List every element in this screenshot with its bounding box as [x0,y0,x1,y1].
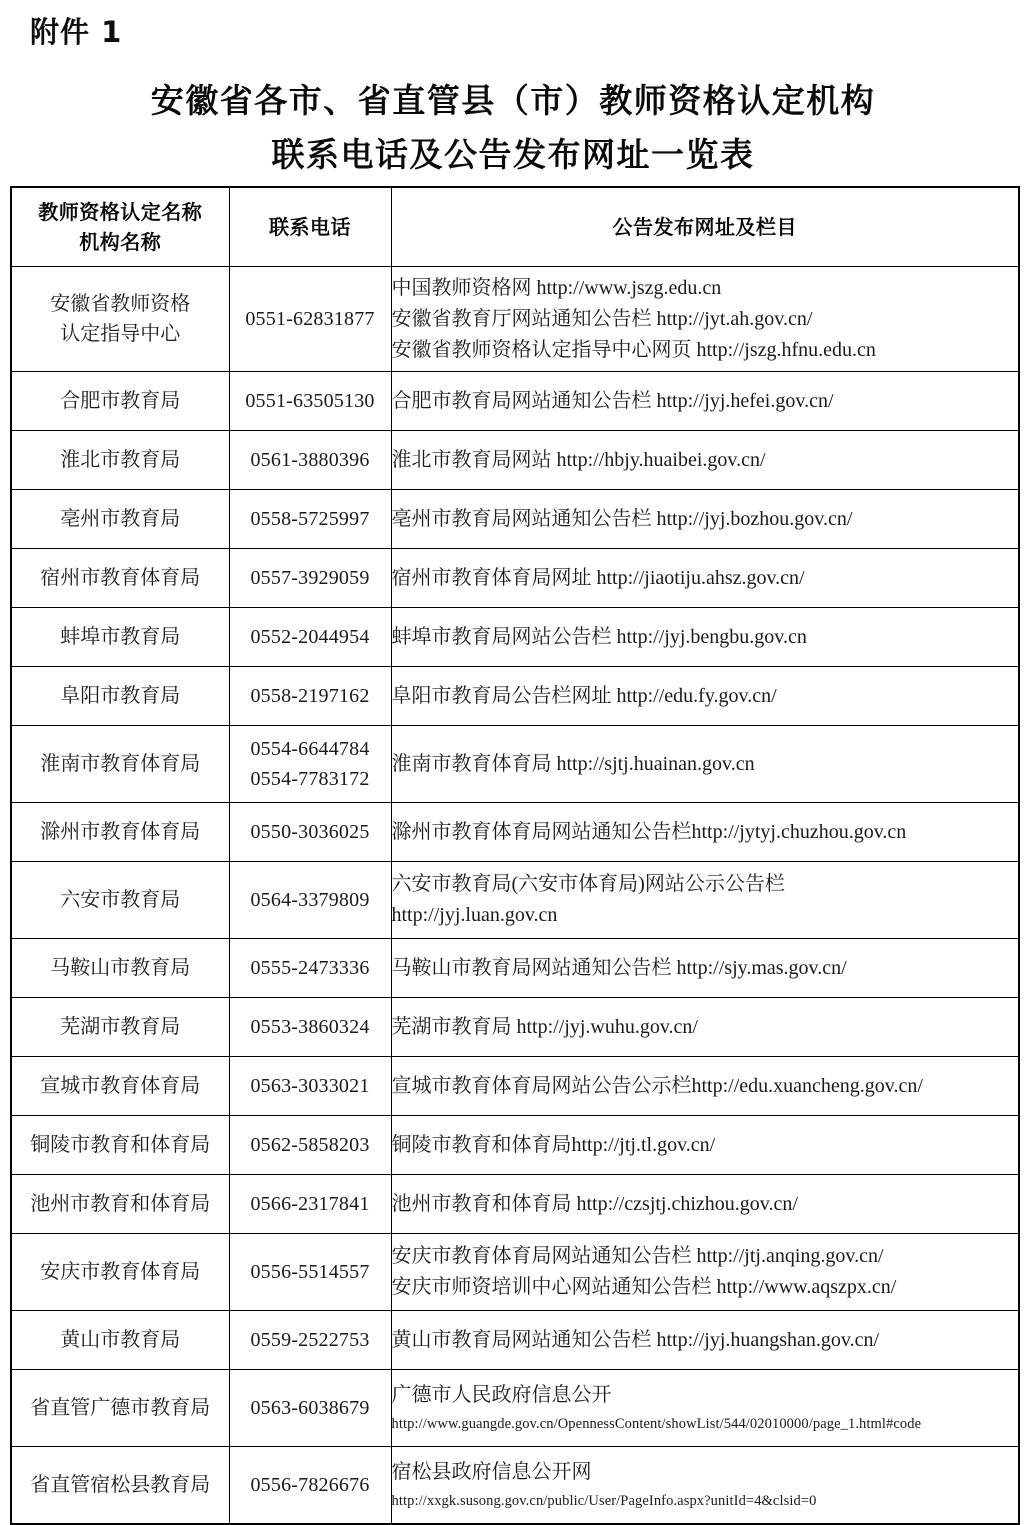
agency-name-line: 淮北市教育局 [60,449,181,471]
cell-agency-name [11,862,229,939]
table-row [11,372,1019,431]
cell-phone [229,803,391,862]
agency-name-line: 铜陵市教育和体育局 [30,1134,211,1156]
agency-name-line: 宣城市教育体育局 [40,1075,201,1097]
table-row [11,490,1019,549]
cell-agency-name [11,1175,229,1234]
phone-number: 0563-6038679 [250,1397,370,1419]
cell-announcement-url [391,998,1019,1057]
cell-phone [229,1311,391,1370]
agency-name-line: 马鞍山市教育局 [50,957,191,979]
announcement-url-line: 铜陵市教育和体育局http://jtj.tl.gov.cn/ [391,1133,716,1156]
phone-number: 0557-3929059 [250,567,370,589]
table-row [11,1311,1019,1370]
cell-agency-name [11,726,229,803]
cell-announcement-url [391,939,1019,998]
announcement-url-line: 安徽省教育厅网站通知公告栏 http://jyt.ah.gov.cn/ [391,307,813,330]
cell-announcement-url [391,1234,1019,1311]
cell-agency-name [11,1057,229,1116]
cell-agency-name [11,1311,229,1370]
phone-number: 0562-5858203 [250,1134,370,1156]
phone-number: 0561-3880396 [250,449,370,471]
agency-name-line: 合肥市教育局 [60,390,181,412]
cell-announcement-url [391,549,1019,608]
table-row [11,431,1019,490]
cell-announcement-url [391,608,1019,667]
announcement-url-long: http://xxgk.susong.gov.cn/public/User/PageInfo.aspx?unitId=4&clsid=0 [391,1492,817,1509]
table-row [11,1175,1019,1234]
column-header-url: 公告发布网址及栏目 [391,187,1019,267]
table-row [11,1057,1019,1116]
cell-phone [229,267,391,372]
table-row [11,998,1019,1057]
announcement-url-line: 安徽省教师资格认定指导中心网页 http://jszg.hfnu.edu.cn [391,338,876,361]
announcement-url-line: 宣城市教育体育局网站公告公示栏http://edu.xuancheng.gov.cn/ [391,1074,923,1097]
cell-agency-name [11,1116,229,1175]
cell-agency-name [11,1447,229,1525]
document-title-line-2: 联系电话及公告发布网址一览表 [271,135,755,174]
agency-name-line: 安庆市教育体育局 [40,1261,201,1283]
announcement-url-line: 滁州市教育体育局网站通知公告栏http://jytyj.chuzhou.gov.cn [391,820,907,843]
table-body [11,267,1019,1525]
document-title-line-1: 安徽省各市、省直管县（市）教师资格认定机构 [150,81,876,120]
table-row [11,1234,1019,1311]
table-row [11,608,1019,667]
cell-announcement-url [391,431,1019,490]
title-block [0,74,1026,182]
cell-phone [229,1116,391,1175]
table-row [11,1116,1019,1175]
cell-phone [229,1234,391,1311]
announcement-url-line: 池州市教育和体育局 http://czsjtj.chizhou.gov.cn/ [391,1192,798,1215]
phone-number: 0551-63505130 [245,390,375,412]
table-header [11,187,1019,267]
column-header-agency-name [11,187,229,267]
announcement-url-line: 淮南市教育体育局 http://sjtj.huainan.gov.cn [391,752,755,775]
phone-number: 0552-2044954 [250,626,370,648]
announcement-url-long: http://www.guangde.gov.cn/OpennessContent/showList/544/02010000/page_1.html#code [391,1415,922,1432]
announcement-url-line: 马鞍山市教育局网站通知公告栏 http://sjy.mas.gov.cn/ [391,956,847,979]
cell-agency-name [11,1234,229,1311]
cell-phone [229,726,391,803]
cell-agency-name [11,998,229,1057]
cell-announcement-url [391,372,1019,431]
agency-name-line: 阜阳市教育局 [60,685,181,707]
cell-announcement-url [391,803,1019,862]
table-row [11,803,1019,862]
cell-agency-name [11,803,229,862]
cell-agency-name [11,667,229,726]
phone-number: 0566-2317841 [250,1193,370,1215]
announcement-url-line: 芜湖市教育局 http://jyj.wuhu.gov.cn/ [391,1015,698,1038]
cell-announcement-url [391,1447,1019,1525]
cell-phone [229,998,391,1057]
cell-agency-name [11,1370,229,1447]
announcement-url-line: 亳州市教育局网站通知公告栏 http://jyj.bozhou.gov.cn/ [391,507,853,530]
cell-announcement-url [391,862,1019,939]
agency-name-line: 蚌埠市教育局 [60,626,181,648]
announcement-url-line: 宿州市教育体育局网址 http://jiaotiju.ahsz.gov.cn/ [391,566,805,589]
table-row [11,1447,1019,1525]
agency-name-line: 亳州市教育局 [60,508,181,530]
announcement-url-line: 合肥市教育局网站通知公告栏 http://jyj.hefei.gov.cn/ [391,389,834,412]
column-header-agency-name-line-1: 教师资格认定名称 [38,200,203,224]
cell-announcement-url [391,267,1019,372]
phone-number: 0558-2197162 [250,685,370,707]
agency-name-line: 认定指导中心 [60,323,181,345]
cell-phone [229,1370,391,1447]
announcement-url-line: 蚌埠市教育局网站公告栏 http://jyj.bengbu.gov.cn [391,625,807,648]
cell-agency-name [11,608,229,667]
attachment-label: 附件 1 [30,15,123,49]
cell-phone [229,608,391,667]
agency-name-line: 黄山市教育局 [60,1329,181,1351]
agency-name-line: 芜湖市教育局 [60,1016,181,1038]
phone-number: 0559-2522753 [250,1329,370,1351]
agency-name-line: 六安市教育局 [60,889,181,911]
cell-phone [229,490,391,549]
cell-announcement-url [391,1175,1019,1234]
cell-announcement-url [391,1370,1019,1447]
announcement-url-line: 黄山市教育局网站通知公告栏 http://jyj.huangshan.gov.cn/ [391,1328,880,1351]
agency-name-line: 池州市教育和体育局 [30,1193,211,1215]
agency-name-line: 宿州市教育体育局 [40,567,201,589]
agency-name-line: 安徽省教师资格 [50,293,191,315]
table-row [11,862,1019,939]
cell-announcement-url [391,667,1019,726]
cell-phone [229,549,391,608]
cell-announcement-url [391,726,1019,803]
announcement-url-line: 安庆市师资培训中心网站通知公告栏 http://www.aqszpx.cn/ [391,1276,897,1298]
table-row [11,1370,1019,1447]
column-header-phone: 联系电话 [229,187,391,267]
cell-agency-name [11,267,229,372]
cell-announcement-url [391,1311,1019,1370]
phone-number: 0564-3379809 [250,889,370,911]
phone-number: 0556-7826676 [250,1474,370,1496]
agency-name-line: 省直管宿松县教育局 [30,1474,211,1496]
agency-name-line: 省直管广德市教育局 [30,1397,211,1419]
phone-number: 0551-62831877 [245,308,375,330]
cell-phone [229,862,391,939]
cell-phone [229,939,391,998]
phone-number: 0556-5514557 [250,1261,370,1283]
announcement-url-line: 安庆市教育体育局网站通知公告栏 http://jtj.anqing.gov.cn/ [391,1245,884,1267]
phone-number: 0554-7783172 [250,768,370,790]
table-row [11,267,1019,372]
cell-announcement-url [391,1116,1019,1175]
announcement-url-line: http://jyj.luan.gov.cn [391,904,558,926]
cell-phone [229,1447,391,1525]
cell-agency-name [11,372,229,431]
cell-agency-name [11,490,229,549]
cell-phone [229,431,391,490]
phone-number: 0563-3033021 [250,1075,370,1097]
announcement-url-line: 六安市教育局(六安市体育局)网站公示公告栏 [391,873,785,895]
announcement-url-line: 中国教师资格网 http://www.jszg.edu.cn [391,276,722,299]
cell-agency-name [11,431,229,490]
announcement-url-line: 淮北市教育局网站 http://hbjy.huaibei.gov.cn/ [391,448,766,471]
phone-number: 0553-3860324 [250,1016,370,1038]
announcement-url-line: 阜阳市教育局公告栏网址 http://edu.fy.gov.cn/ [391,684,777,707]
cell-phone [229,1175,391,1234]
cell-phone [229,1057,391,1116]
announcement-url-line: 广德市人民政府信息公开 [391,1383,612,1406]
cell-phone [229,667,391,726]
cell-announcement-url [391,1057,1019,1116]
cell-agency-name [11,549,229,608]
column-header-agency-name-line-2: 机构名称 [79,230,162,254]
phone-number: 0558-5725997 [250,508,370,530]
announcement-url-line: 宿松县政府信息公开网 [391,1460,592,1483]
table-row [11,726,1019,803]
table-container [10,186,1018,1525]
cell-phone [229,372,391,431]
cell-announcement-url [391,490,1019,549]
phone-number: 0550-3036025 [250,821,370,843]
phone-number: 0554-6644784 [250,738,370,760]
cell-agency-name [11,939,229,998]
agency-name-line: 滁州市教育体育局 [40,821,201,843]
phone-number: 0555-2473336 [250,957,370,979]
agency-name-line: 淮南市教育体育局 [40,753,201,775]
table-row [11,549,1019,608]
agency-contact-table [10,186,1020,1525]
table-row [11,667,1019,726]
table-row [11,939,1019,998]
table-header-row [11,187,1019,267]
